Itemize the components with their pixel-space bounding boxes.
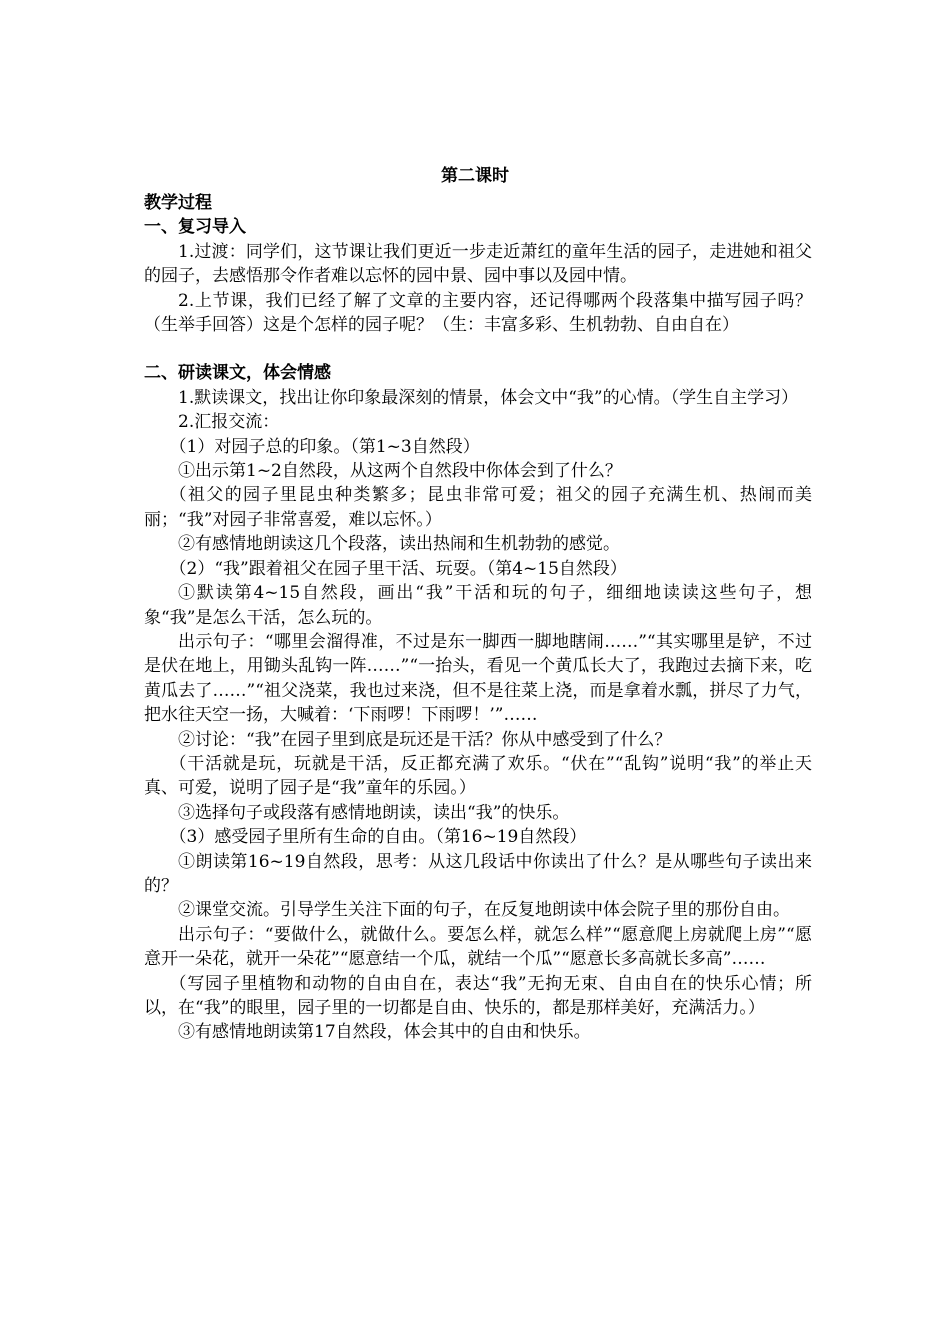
paragraph: （祖父的园子里昆虫种类繁多；昆虫非常可爱；祖父的园子充满生机、热闹而美丽；“我”对园子非常喜爱，难以忘怀。） xyxy=(144,485,812,530)
paragraph: 1.过渡：同学们，这节课让我们更近一步走近萧红的童年生活的园子，走进她和祖父的园子，去感悟那令作者难以忘怀的园中景、园中事以及园中情。 xyxy=(144,241,812,287)
page-title: 第二课时 xyxy=(441,166,509,186)
paragraph: ③选择句子或段落有感情地朗读，读出“我”的快乐。 xyxy=(178,802,570,823)
paragraph: 2.汇报交流： xyxy=(178,412,280,433)
blank-line xyxy=(144,337,812,361)
paragraph: （2）“我”跟着祖父在园子里干活、玩耍。（第4~15自然段） xyxy=(169,558,627,579)
paragraph: ①默读第4~15自然段，画出“我”干活和玩的句子，细细地读读这些句子，想象“我”是怎么干活，怎么玩的。 xyxy=(144,583,812,628)
paragraph: ①出示第1~2自然段，从这两个自然段中你体会到了什么？ xyxy=(178,461,622,482)
paragraph: （干活就是玩，玩就是干活，反正都充满了欢乐。“伏在”“乱钩”说明“我”的举止天真、可爱，说明了园子是“我”童年的乐园。） xyxy=(144,753,812,799)
heading-study-text: 二、研读课文，体会情感 xyxy=(144,363,331,384)
heading-review-intro: 一、复习导入 xyxy=(144,217,246,238)
paragraph: 出示句子：“要做什么，就做什么。要怎么样，就怎么样”“愿意爬上房就爬上房”“愿意开一朵花，就开一朵花”“愿意结一个瓜，就结一个瓜”“愿意长多高就长多高”…… xyxy=(144,924,812,970)
paragraph: ③有感情地朗读第17自然段，体会其中的自由和快乐。 xyxy=(178,1022,591,1043)
document-body xyxy=(144,191,812,1045)
paragraph: 1.默读课文，找出让你印象最深刻的情景，体会文中“我”的心情。（学生自主学习） xyxy=(178,387,799,408)
paragraph: 2.上节课，我们已经了解了文章的主要内容，还记得哪两个段落集中描写园子吗？（生举手回答）这是个怎样的园子呢？（生：丰富多彩、生机勃勃、自由自在） xyxy=(144,290,812,336)
section-heading-process: 教学过程 xyxy=(144,193,212,213)
paragraph: 出示句子：“哪里会溜得准，不过是东一脚西一脚地瞎闹……”“其实哪里是铲，不过是伏在地上，用锄头乱钩一阵……”“一抬头，看见一个黄瓜长大了，我跑过去摘下来，吃黄瓜去了……”“祖父浇菜，我也过来浇，但不是往菜上浇，而是拿着水瓢，拼尽了力气，把水往天空一扬，大喊着：‘下雨啰！下雨啰！’”…… xyxy=(144,631,812,726)
paragraph: ②讨论：“我”在园子里到底是玩还是干活？你从中感受到了什么？ xyxy=(178,729,672,750)
paragraph: （1）对园子总的印象。（第1~3自然段） xyxy=(169,436,480,457)
paragraph: ②课堂交流。引导学生关注下面的句子，在反复地朗读中体会院子里的那份自由。 xyxy=(178,900,790,921)
paragraph: ①朗读第16~19自然段，思考：从这几段话中你读出了什么？是从哪些句子读出来的？ xyxy=(144,851,812,896)
paragraph: ②有感情地朗读这几个段落，读出热闹和生机勃勃的感觉。 xyxy=(178,534,620,555)
paragraph: （写园子里植物和动物的自由自在，表达“我”无拘无束、自由自在的快乐心情；所以，在“我”的眼里，园子里的一切都是自由、快乐的，都是那样美好，充满活力。） xyxy=(144,973,812,1018)
paragraph: （3）感受园子里所有生命的自由。（第16~19自然段） xyxy=(169,827,587,848)
